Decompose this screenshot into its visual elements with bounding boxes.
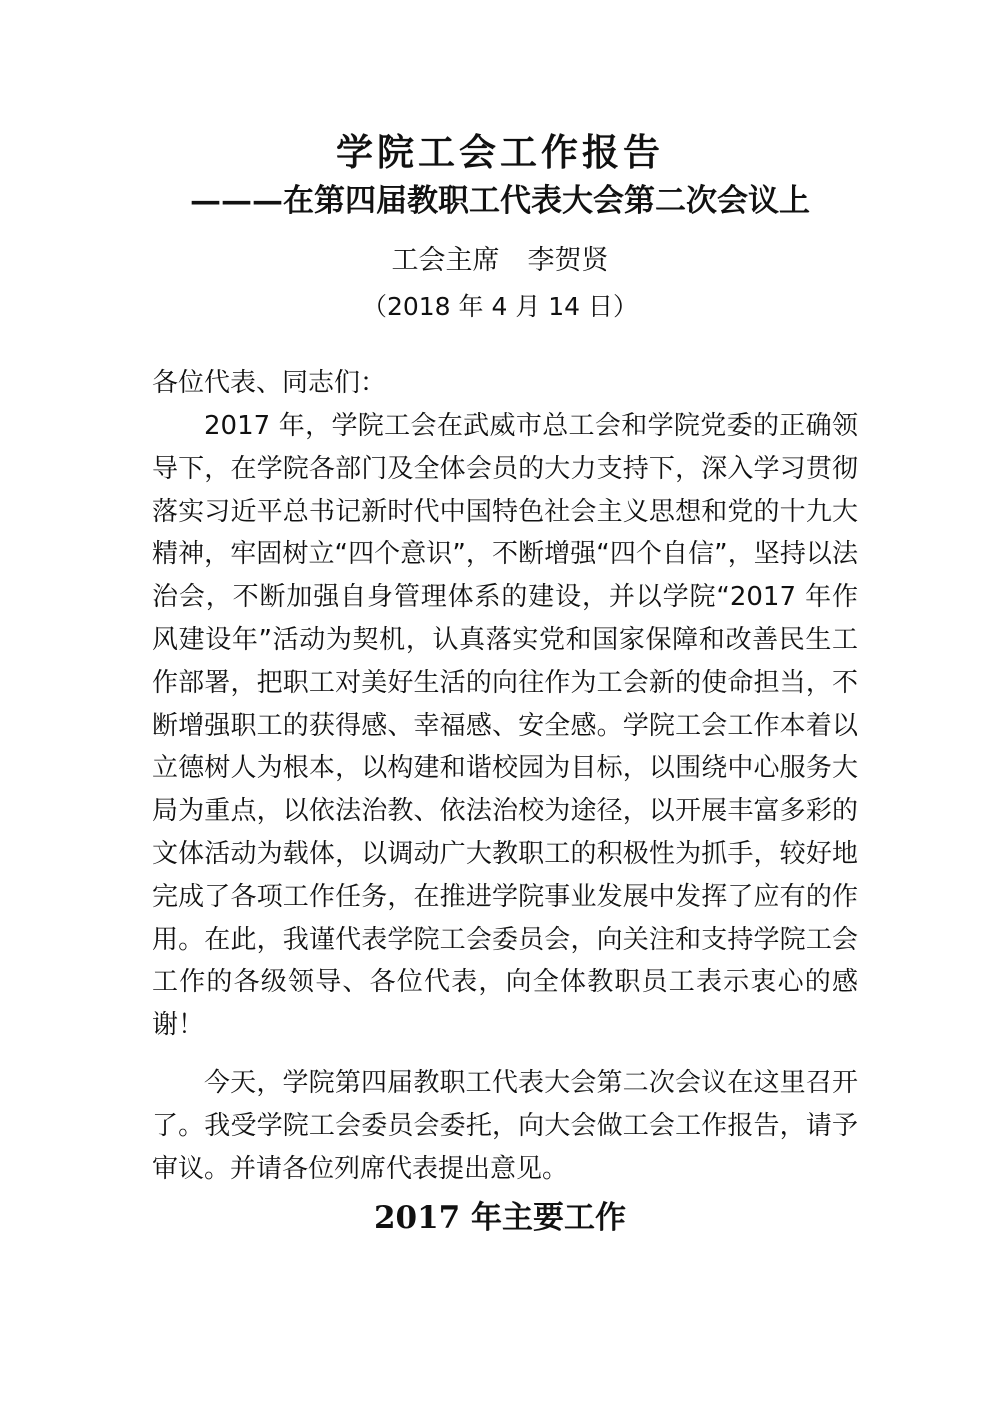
section-heading: 2017 年主要工作 (373, 1200, 627, 1236)
body-paragraph-2: 今天，学院第四届教职工代表大会第二次会议在这里召开了。我受学院工会委员会委托，向大会做工会工作报告，请予审议。并请各位列席代表提出意见。 (152, 1068, 858, 1184)
report-title: 学院工会工作报告 (336, 130, 664, 174)
author-line (0, 241, 1000, 281)
greeting: 各位代表、同志们： (152, 368, 387, 398)
author-name: 李贺贤 (527, 245, 609, 276)
body-paragraph-1: 2017 年，学院工会在武威市总工会和学院党委的正确领导下，在学院各部门及全体会员的大力支持下，深入学习贯彻落实习近平总书记新时代中国特色社会主义思想和党的十九大精神，牢固树立“四个意识”，不断增强“四个自信”，坚持以法治会，不断加强自身管理体系的建设，并以学院“2017 年作风建设年”活动为契机，认真落实党和国家保障和改善民生工作部署，把职工对美好生活的向往作为工会新的使命担当，不断增强职工的获得感、幸福感、安全感。学院工会工作本着以立德树人为根本，以构建和谐校园为目标，以围绕中心服务大局为重点，以依法治教、依法治校为途径，以开展丰富多彩的文体活动为载体，以调动广大教职工的积极性为抓手，较好地完成了各项工作任务，在推进学院事业发展中发挥了应有的作用。在此，我谨代表学院工会委员会，向关注和支持学院工会工作的各级领导、各位代表，向全体教职员工表示衷心的感谢！ (152, 411, 858, 1041)
report-date: （2018 年 4 月 14 日） (361, 292, 639, 321)
report-subtitle: ———在第四届教职工代表大会第二次会议上 (190, 183, 810, 219)
author-role: 工会主席 (391, 245, 500, 276)
